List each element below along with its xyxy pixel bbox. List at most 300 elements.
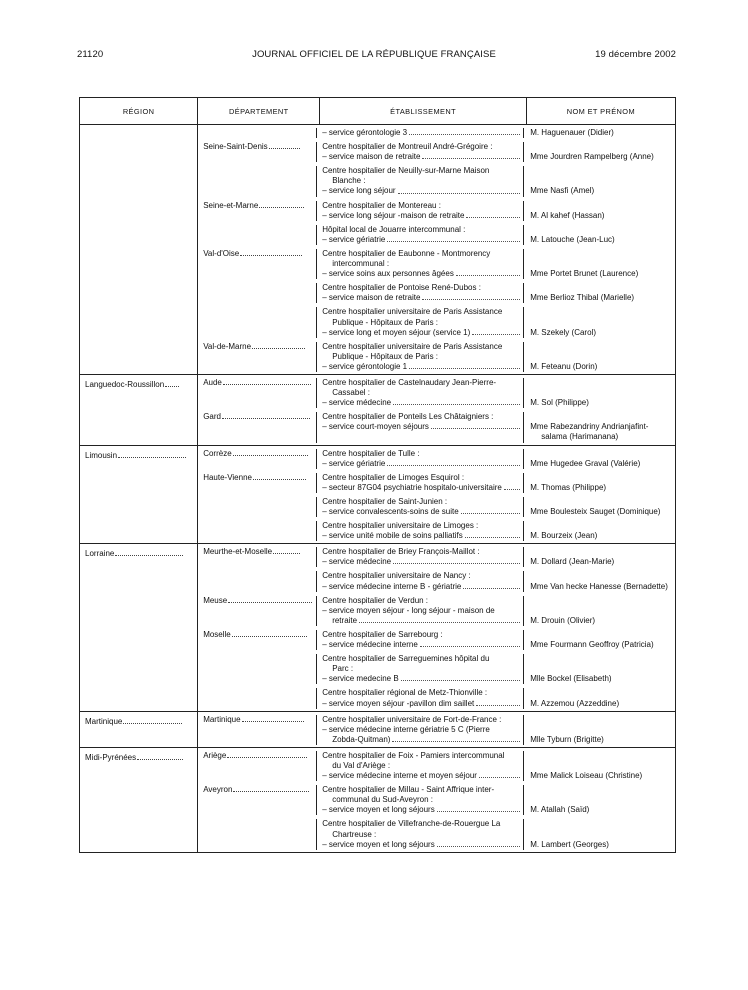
department-cell [198,571,316,591]
leader-dots [476,699,520,706]
establishment-line: intercommunal : [332,259,390,269]
establishment-line [322,616,520,626]
name-cell [523,497,673,517]
department-name [203,412,316,422]
establishment-cell [316,166,523,196]
leader-dots [387,235,520,242]
establishment-line [322,674,520,684]
person-name [530,596,673,606]
establishment-line: Centre hospitalier universitaire de Paris Assistance [322,341,503,351]
establishment-text: – service médecine interne et moyen séjour [322,771,477,781]
department-cell [198,142,316,162]
establishment-line [322,186,520,196]
leader-dots [222,418,310,419]
leader-dots [269,148,300,149]
department-cell [198,249,316,279]
establishment-line: Centre hospitalier de Pontoise René-Dubos : [322,283,481,293]
department-label: Corrèze [203,448,232,458]
establishment-cell [316,225,523,245]
department-cell [198,201,316,221]
name-cell [523,225,673,245]
department-label: Aude [203,377,222,387]
department-label: Gard [203,412,221,422]
establishment-text: – service medecine B [322,674,399,684]
name-cell [523,473,673,493]
department-cell [198,630,316,650]
leader-dots [240,255,302,256]
department-name [203,449,316,459]
name-cell [523,283,673,303]
person-name: M. Atallah (Saïd) [530,805,590,815]
establishment-text: – service gériatrie [322,234,386,244]
department-cell [198,497,316,517]
person-name [530,352,673,362]
name-cell [523,307,673,337]
name-cell [523,378,673,408]
person-name: M. Latouche (Jean-Luc) [530,234,615,244]
department-cell [198,449,316,469]
publication-date: 19 décembre 2002 [595,49,676,60]
person-name [530,378,673,388]
department-name [203,547,316,557]
establishment-cell [316,342,523,372]
leader-dots [420,640,520,647]
region-label: Martinique [85,716,123,726]
department-cell [198,688,316,708]
person-name: M. Lambert (Georges) [530,839,609,849]
column-header-etablissement: ÉTABLISSEMENT [320,98,526,125]
person-name: Mlle Tyburn (Brigitte) [530,734,604,744]
establishment-line [322,735,520,745]
person-name: Mme Fourmann Geoffroy (Patricia) [530,640,654,650]
establishment-line [322,432,520,442]
establishment-line: Centre hospitalier universitaire de Paris Assistance [322,307,503,317]
person-name [530,259,673,269]
department-cell [198,547,316,567]
entries-cell [198,125,676,375]
leader-dots [227,757,307,758]
leader-dots [472,328,520,335]
establishment-text: – secteur 87G04 psychiatrie hospitalo-universitaire [322,482,502,492]
person-name [530,606,673,616]
leader-dots [165,386,179,387]
entry-block [198,571,675,591]
leader-dots [461,507,520,514]
department-cell [198,785,316,815]
establishment-line: Centre hospitalier de Sarreguemines hôpital du [322,654,490,664]
person-name [530,547,673,557]
establishment-cell [316,715,523,745]
establishment-cell [316,630,523,650]
column-header-region: RÉGION [80,98,198,125]
department-name [203,785,316,795]
person-name: M. Sol (Philippe) [530,398,589,408]
name-cell [523,547,673,567]
name-cell [523,166,673,196]
leader-dots [466,211,520,218]
department-name [203,596,316,606]
department-cell [198,128,316,138]
establishment-line [322,507,520,517]
entry-block [198,819,675,849]
entry-block [198,473,675,493]
department-name [203,201,316,211]
establishment-cell [316,201,523,221]
person-name: Mme Hugedee Graval (Valérie) [530,458,641,468]
establishment-cell [316,307,523,337]
establishment-text: – service médecine interne [322,640,418,650]
establishment-line: Centre hospitalier de Ponteils Les Châtaigniers : [322,412,494,422]
person-name [530,819,673,829]
establishment-line [322,640,520,650]
establishment-text: – service médecine interne B - gériatrie [322,581,462,591]
entry-block [198,249,675,279]
region-group-row [80,747,676,852]
leader-dots [242,721,304,722]
leader-dots [223,384,311,385]
person-name [530,725,673,735]
department-name [203,751,316,761]
establishment-line: Centre hospitalier de Villefranche-de-Rouergue La [322,819,501,829]
name-cell [523,128,673,138]
person-name [530,795,673,805]
establishment-cell [316,378,523,408]
establishment-line [322,805,520,815]
region-cell [80,711,198,747]
establishment-text: – service moyen et long séjours [322,839,435,849]
region-group-row [80,544,676,711]
establishment-line: Centre hospitalier de Tulle : [322,448,420,458]
leader-dots [393,398,520,405]
establishment-text: – service médecine [322,557,392,567]
establishment-line: Centre hospitalier universitaire de Nancy : [322,571,471,581]
entry-block [198,166,675,196]
region-name [80,748,197,762]
leader-dots [387,459,520,466]
establishment-line [322,840,520,850]
person-name [530,571,673,581]
department-cell [198,412,316,442]
establishment-text: – service unité mobile de soins palliatifs [322,531,463,541]
establishment-text: – service soins aux personnes âgées [322,269,454,279]
department-label: Moselle [203,629,231,639]
department-name [203,249,316,259]
entry-block [198,715,675,745]
establishment-text: – service convalescents-soins de suite [322,507,459,516]
leader-dots [259,207,303,208]
table-header-row [80,98,676,125]
establishment-cell [316,688,523,708]
department-cell [198,654,316,684]
person-name [530,307,673,317]
region-cell [80,445,198,544]
establishment-cell [316,785,523,815]
establishment-line [322,362,520,372]
leader-dots [401,674,521,681]
person-name [530,630,673,640]
entry-block [198,225,675,245]
person-name [530,318,673,328]
establishment-line: Parc : [332,664,354,674]
establishment-text: – service long et moyen séjour (service 1) [322,327,471,337]
entry-block [198,596,675,626]
person-name: Mlle Bockel (Elisabeth) [530,674,612,684]
department-label: Meurthe-et-Moselle [203,547,273,557]
leader-dots [398,186,521,193]
department-name [203,473,316,483]
establishment-line: Centre hospitalier de Castelnaudary Jean-Pierre- [322,377,497,387]
name-cell [523,249,673,279]
journal-title: JOURNAL OFFICIEL DE LA RÉPUBLIQUE FRANÇAISE [252,49,496,60]
leader-dots [253,479,306,480]
establishment-line: Centre hospitalier de Sarrebourg : [322,629,443,639]
person-name: M. Szekely (Carol) [530,327,596,337]
region-name [80,375,197,389]
person-name [530,283,673,293]
entry-block [198,378,675,408]
establishment-line [322,771,520,781]
person-name: Mme Portet Brunet (Laurence) [530,269,639,279]
establishment-text: retraite [332,615,358,625]
department-label: Seine-Saint-Denis [203,142,268,152]
establishment-cell [316,142,523,162]
person-name [530,225,673,235]
establishment-cell [316,596,523,626]
region-name [80,446,197,460]
person-name [530,664,673,674]
entry-block [198,547,675,567]
leader-dots [431,422,520,429]
establishment-text: Zobda-Quitman) [332,734,391,744]
entry-block [198,654,675,684]
person-name: Mme Rabezandriny Andrianjafint- [530,422,649,432]
name-cell [523,785,673,815]
establishment-line: Centre hospitalier régional de Metz-Thionville : [322,688,488,698]
establishment-cell [316,751,523,781]
establishment-line [322,422,520,432]
name-cell [523,688,673,708]
establishment-line: Publique - Hôpitaux de Paris : [332,317,439,327]
appointments-table [79,97,676,853]
establishment-line: Centre hospitalier de Saint-Junien : [322,496,448,506]
establishment-line [322,531,520,541]
establishment-cell [316,128,523,138]
establishment-line [322,483,520,493]
leader-dots [252,348,305,349]
department-name [203,715,316,725]
leader-dots [393,557,520,564]
leader-dots [233,791,308,792]
person-name: salama (Harimanana) [530,432,619,442]
person-name: M. Dollard (Jean-Marie) [530,557,615,567]
establishment-cell [316,449,523,469]
region-cell [80,544,198,711]
department-name [203,630,316,640]
establishment-line [322,293,520,303]
entry-block [198,342,675,372]
establishment-cell [316,571,523,591]
person-name [530,785,673,795]
department-label: Val-d'Oise [203,248,240,258]
leader-dots [463,582,520,589]
establishment-line: Centre hospitalier de Montereau : [322,200,441,210]
region-group-row [80,711,676,747]
name-cell [523,596,673,626]
region-name [80,125,197,130]
leader-dots [392,735,520,742]
entry-block [198,785,675,815]
establishment-line: – service moyen séjour - long séjour - maison de [322,605,495,615]
name-cell [523,751,673,781]
leader-dots [437,805,521,812]
department-label: Ariège [203,750,227,760]
person-name [530,521,673,531]
establishment-text: – service long séjour -maison de retraite [322,210,465,220]
establishment-cell [316,547,523,567]
establishment-text: – service court-moyen séjours [322,422,429,432]
department-cell [198,473,316,493]
entry-block [198,412,675,442]
department-cell [198,596,316,626]
region-cell [80,125,198,375]
leader-dots [123,723,182,724]
establishment-line [322,398,520,408]
establishment-text: – service gérontologie 3 [322,128,408,137]
person-name [530,473,673,483]
person-name: Mme Nasfi (Amel) [530,186,595,196]
establishment-line [322,328,520,338]
person-name: M. Azzemou (Azzeddine) [530,698,620,708]
department-label: Meuse [203,595,228,605]
entry-block [198,497,675,517]
person-name: Mme Jourdren Rampelberg (Anne) [530,152,654,162]
establishment-line [322,128,520,138]
leader-dots [422,293,520,300]
entry-block [198,142,675,162]
department-cell [198,283,316,303]
establishment-line [322,557,520,567]
entry-block [198,751,675,781]
region-group-row [80,445,676,544]
person-name: Mme Van hecke Hanesse (Bernadette) [530,581,668,591]
entries-cell [198,544,676,711]
establishment-line [322,269,520,279]
name-cell [523,819,673,849]
establishment-line [322,211,520,221]
establishment-cell [316,473,523,493]
person-name [530,654,673,664]
establishment-line: Centre hospitalier de Montreuil André-Grégoire : [322,142,493,152]
establishment-cell [316,497,523,517]
establishment-line [322,459,520,469]
person-name [530,497,673,507]
person-name: M. Al kahef (Hassan) [530,210,605,220]
leader-dots [118,457,186,458]
person-name [530,761,673,771]
department-name [203,378,316,388]
establishment-text: – service médecine [322,398,392,408]
person-name [530,249,673,259]
entries-cell [198,711,676,747]
department-label: Haute-Vienne [203,472,252,482]
leader-dots [504,483,520,490]
person-name [530,142,673,152]
leader-dots [115,555,183,556]
establishment-line: Cassabel : [332,388,370,398]
region-cell [80,374,198,445]
name-cell [523,201,673,221]
person-name [530,449,673,459]
entry-block [198,307,675,337]
region-group-row [80,125,676,375]
leader-dots [437,840,521,847]
entries-cell [198,747,676,852]
establishment-cell [316,521,523,541]
leader-dots [232,636,307,637]
name-cell [523,715,673,745]
region-label: Lorraine [85,549,115,559]
establishment-line: Centre hospitalier de Millau - Saint Affrique inter- [322,785,495,795]
establishment-cell [316,249,523,279]
department-label: Val-de-Marne [203,341,252,351]
department-cell [198,307,316,337]
establishment-line: communal du Sud-Aveyron : [332,795,433,805]
establishment-line: Centre hospitalier de Limoges Esquirol : [322,472,465,482]
department-label: Seine-et-Marne [203,200,259,210]
region-label: Languedoc-Roussillon [85,379,165,389]
establishment-cell [316,283,523,303]
column-header-nom-prenom: NOM ET PRÉNOM [526,98,675,125]
department-cell [198,378,316,408]
region-group-row [80,374,676,445]
establishment-text: – service gérontologie 1 [322,361,408,371]
region-label: Midi-Pyrénées [85,752,137,762]
person-name [530,412,673,422]
entry-block [198,449,675,469]
establishment-line: Centre hospitalier de Neuilly-sur-Marne Maison [322,166,490,176]
establishment-line: Centre hospitalier universitaire de Limoges : [322,521,479,531]
establishment-text: – service maison de retraite [322,293,421,303]
name-cell [523,654,673,684]
department-cell [198,715,316,745]
establishment-text: – service moyen et long séjours [322,805,435,815]
department-cell [198,225,316,245]
table-body [80,125,676,853]
establishment-cell [316,412,523,442]
establishment-line: Hôpital local de Jouarre intercommunal : [322,224,466,234]
establishment-text: – service moyen séjour -pavillon dim saillet [322,698,475,708]
department-cell [198,819,316,849]
establishment-text: – service maison de retraite [322,152,421,162]
entry-block [198,128,675,138]
establishment-cell [316,654,523,684]
person-name: M. Haguenauer (Didier) [530,128,614,137]
entry-block [198,201,675,221]
leader-dots [422,152,520,159]
establishment-line: Centre hospitalier de Foix - Pamiers intercommunal [322,750,505,760]
establishment-line [322,582,520,592]
department-cell [198,342,316,372]
establishment-text: – service long séjour [322,186,396,196]
leader-dots [456,269,520,276]
establishment-line: Centre hospitalier de Briey François-Maillot : [322,547,480,557]
establishment-cell [316,819,523,849]
leader-dots [465,531,520,538]
department-label: Martinique [203,714,241,724]
establishment-line: Centre hospitalier de Verdun : [322,595,429,605]
person-name [530,201,673,211]
establishment-line: Centre hospitalier de Eaubonne - Montmorency [322,248,491,258]
